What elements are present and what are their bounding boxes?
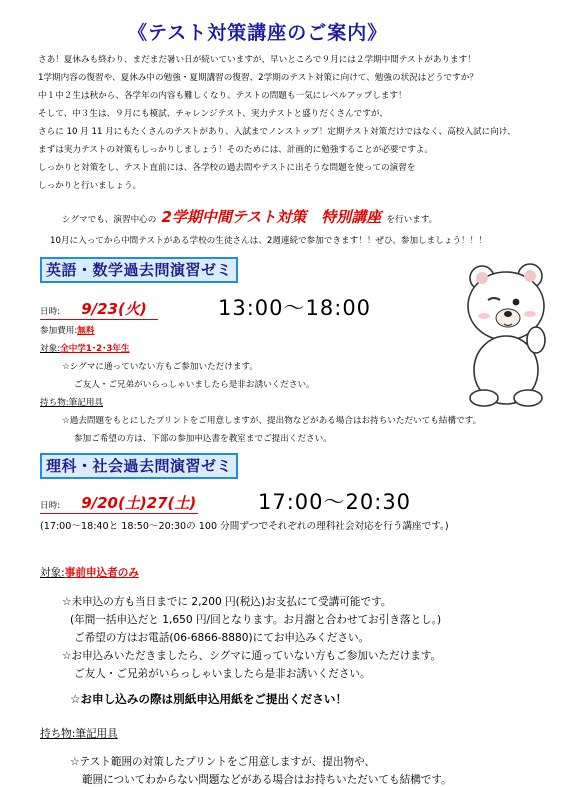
intro-line: そして、中３生は、９月にも模試、チャレンジテスト、実力テストと盛りだくさんですが、 <box>38 109 389 119</box>
time-value: 17:00～20:30 <box>258 490 412 514</box>
intro-line: 1学期内容の復習や、夏休み中の勉強・夏期講習の復習、2学期のテスト対策に向けて、勉強の状況はどうですか？ <box>38 73 478 83</box>
date-label: 日時: <box>40 307 61 317</box>
intro-line: しっかりと行いましょう。 <box>38 181 142 191</box>
date-row <box>40 298 158 320</box>
date-value: 9/23(火) <box>81 300 147 318</box>
target-note: ご友人・ご兄弟がいらっしゃいましたら是非お誘いください。 <box>74 380 315 390</box>
date-row <box>40 492 198 514</box>
target-row <box>40 566 139 580</box>
target-label: 対象: <box>40 344 61 354</box>
intro-line: さあ！夏休みも終わり、まだまだ暑い日が続いていますが、早いところで９月には２学期中間テストがあります！ <box>38 55 476 65</box>
submit-note: ☆お申し込みの際は別紙申込用紙をご提出ください！ <box>70 692 348 706</box>
date-label: 日時: <box>40 501 61 511</box>
items-label: 持ち物:筆記用具 <box>40 728 118 740</box>
announcement <box>62 206 437 227</box>
items-label: 持ち物:筆記用具 <box>40 398 104 408</box>
target-label: 対象: <box>40 567 65 579</box>
date-value: 9/20(土)27(土) <box>81 494 197 512</box>
section-heading-science-social: 理科・社会過去問演習ゼミ <box>40 453 238 479</box>
intro-line: さらに 10 月 11 月にもたくさんのテストがあり、入試までノンストップ！定期テスト対策だけではなく、高校入試に向け、 <box>38 127 516 137</box>
target-row <box>40 343 130 355</box>
note-line: ご希望の方はお電話(06-6866-8880)にてお申込みください。 <box>74 632 370 644</box>
target-value: 事前申込者のみ <box>64 567 139 579</box>
items-note: 参加ご希望の方は、下部の参加申込書を教室までご提出ください。 <box>74 434 332 444</box>
section-heading-english-math: 英語・数学過去問演習ゼミ <box>40 257 238 283</box>
fee-row <box>40 325 94 337</box>
fee-value: 無料 <box>77 326 95 336</box>
items-note: ☆テスト範囲の対策したプリントをご用意しますが、提出物や、 <box>70 756 376 768</box>
items-note: 範囲についてわからない問題などがある場合はお持ちいただいても結構です。 <box>82 774 452 786</box>
time-value: 13:00～18:00 <box>218 296 372 320</box>
note-line: (年間一括申込だと 1,650 円/回となります。お月謝と合わせてお引き落とし。) <box>70 614 442 626</box>
thinking-bear-icon <box>458 258 558 408</box>
intro-line: 中１中２生は秋から、各学年の内容も難しくなり、テストの問題も一気にレベルアップします！ <box>38 91 407 101</box>
intro-line: しっかりと対策をし、テスト直前には、各学校の過去問やテストに出そうな問題を使っての演習を <box>38 163 416 173</box>
time-note: (17:00～18:40と 18:50～20:30の 100 分間ずつでそれぞれの理科社会対応を行う講座です。) <box>40 521 449 532</box>
announce-prefix: シグマでも、演習中心の <box>62 215 157 225</box>
target-value: 全中学1･2･3年生 <box>60 344 130 354</box>
announce-highlight: 2学期中間テスト対策 特別講座 <box>161 208 382 226</box>
intro-line: まずは実力テストの対策もしっかりしましょう！そのためには、計画的に勉強することが必要ですよ。 <box>38 145 433 155</box>
october-note: 10月に入ってから中間テストがある学校の生徒さんは、2週連続で参加できます！！ぜひ、参加しましょう！！！ <box>50 236 487 246</box>
announce-suffix: を行います。 <box>386 215 438 225</box>
note-line: ☆お申込みいただきましたら、シグマに通っていない方もご参加いただけます。 <box>62 650 442 662</box>
target-note: ☆シグマに通っていない方もご参加いただけます。 <box>62 362 258 372</box>
items-note: ☆過去問題をもとにしたプリントをご用意しますが、提出物などがある場合はお持ちいただいても結構です。 <box>62 416 482 426</box>
fee-label: 参加費用: <box>40 326 78 336</box>
note-line: ☆未申込の方も当日までに 2,200 円(税込)お支払にて受講可能です。 <box>62 596 392 608</box>
note-line: ご友人・ご兄弟がいらっしゃいましたら是非お誘いください。 <box>74 668 371 680</box>
page-title: 《テスト対策講座のご案内》 <box>128 22 388 44</box>
